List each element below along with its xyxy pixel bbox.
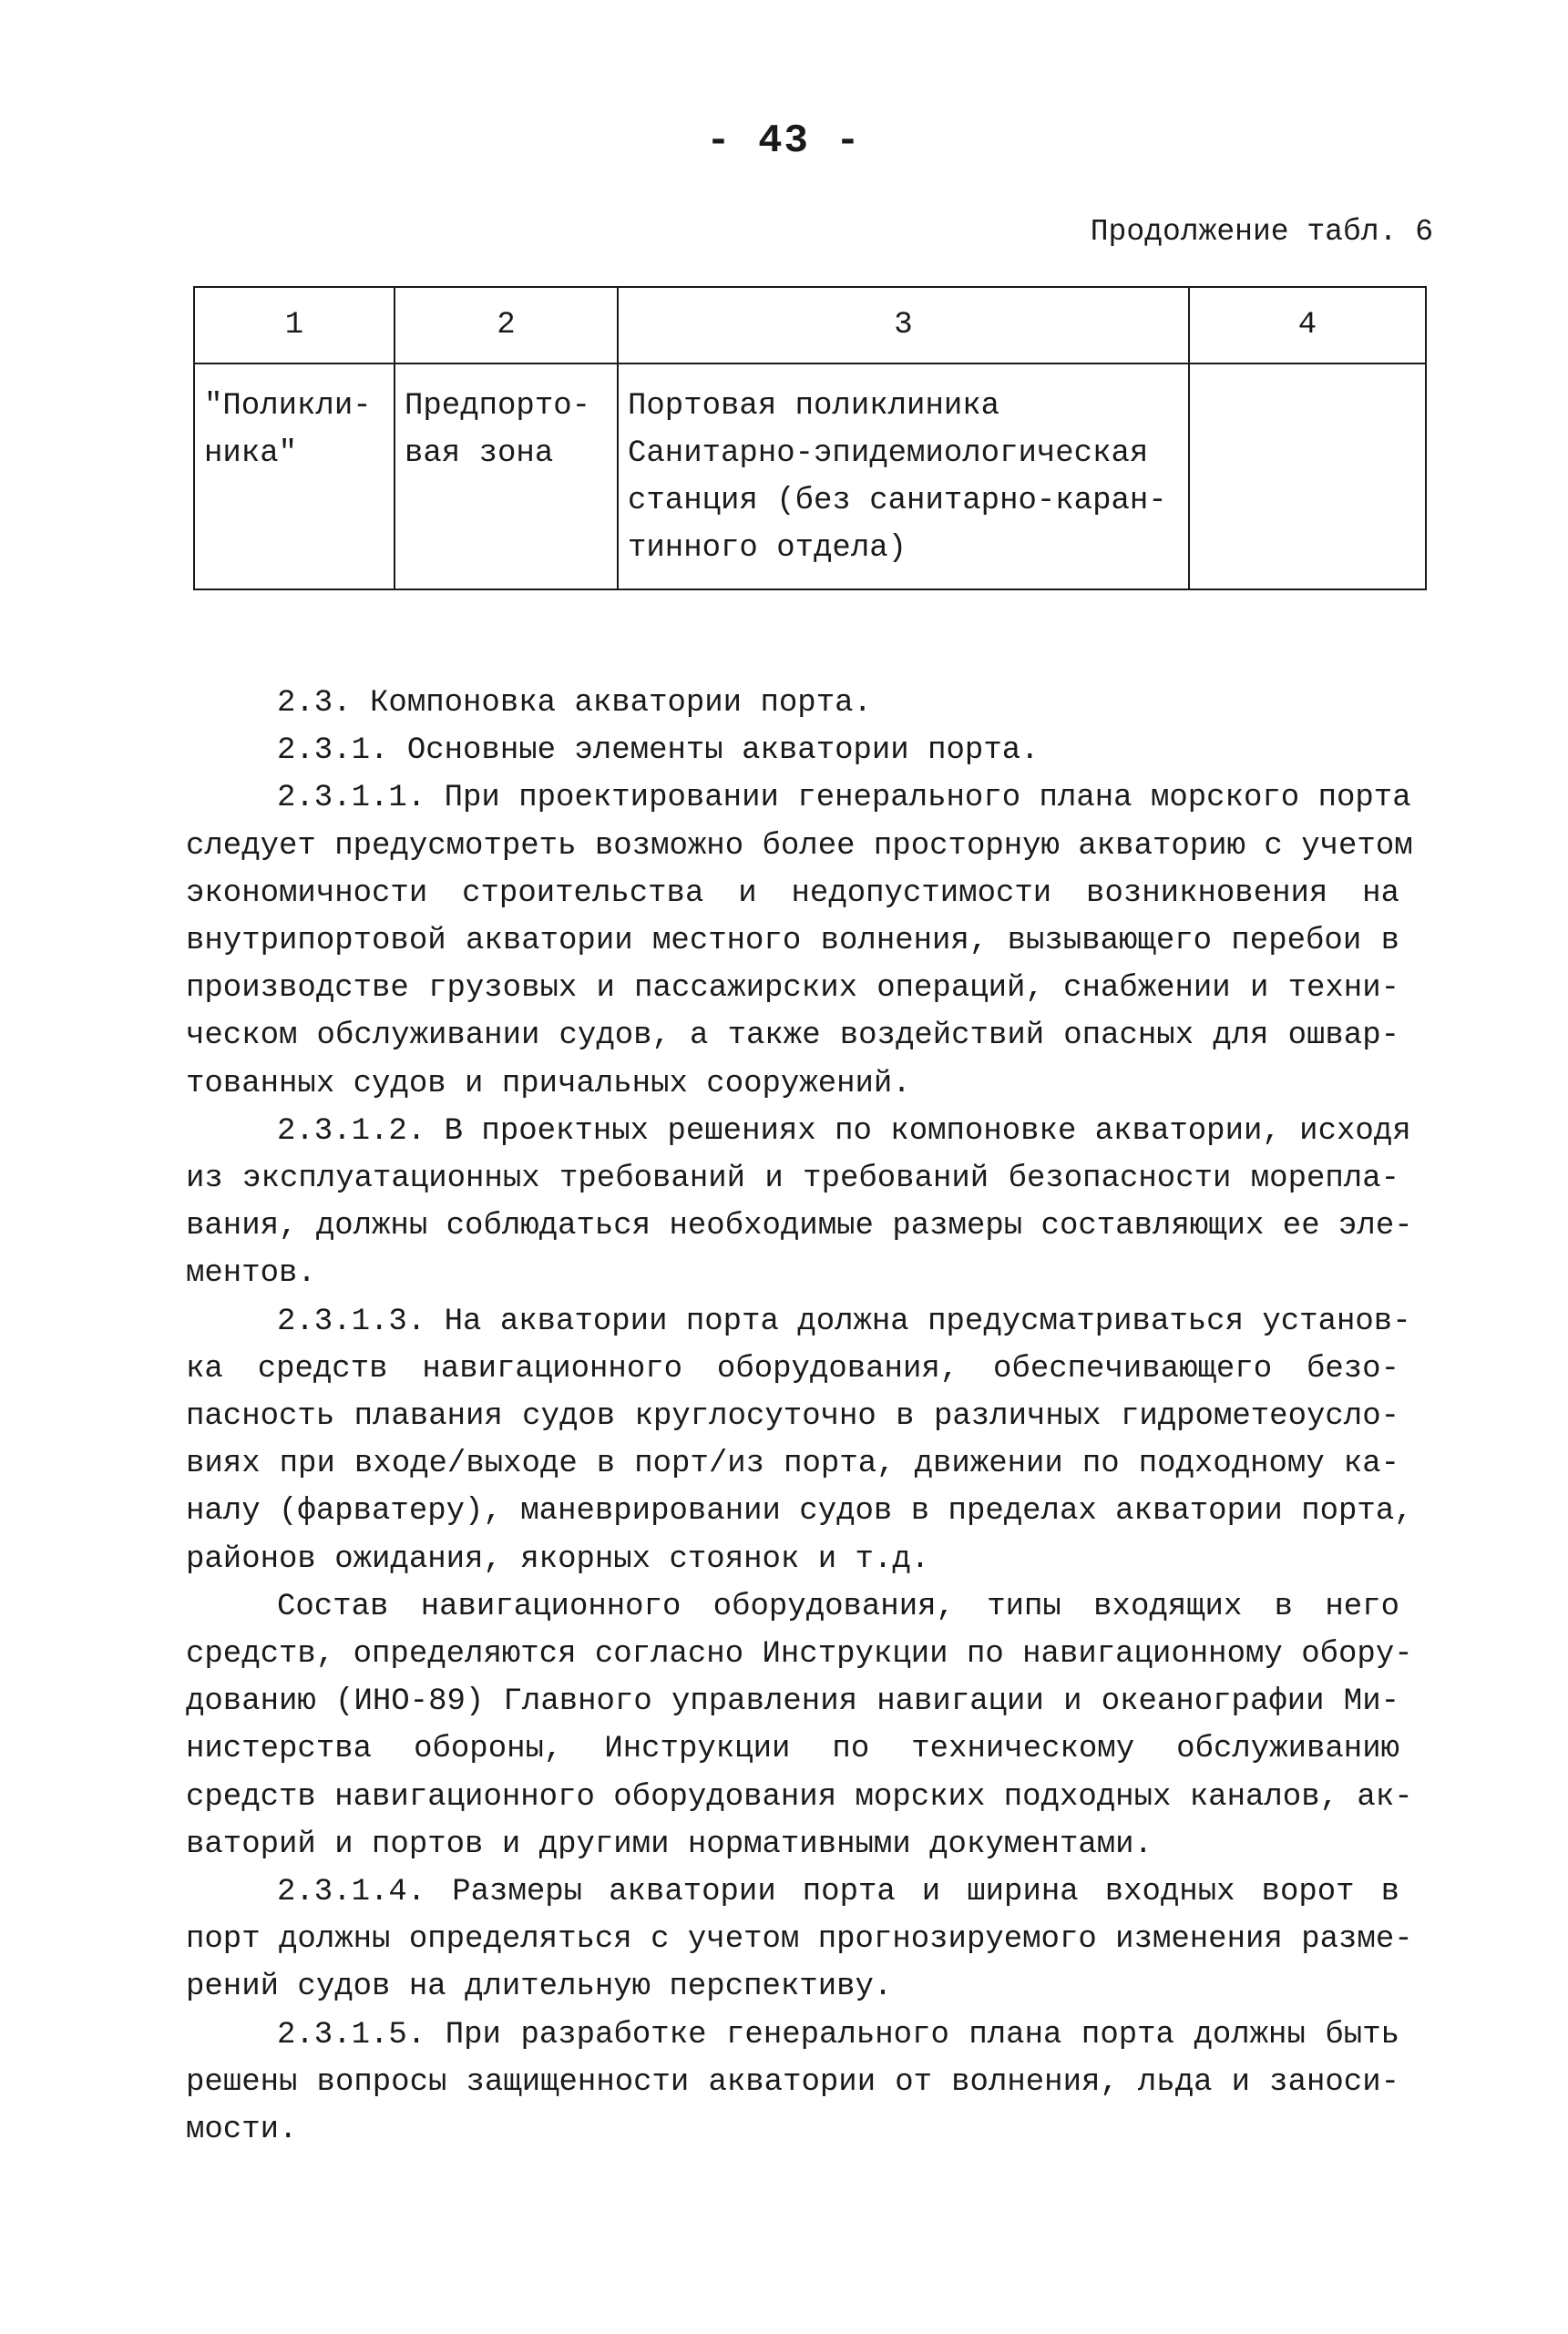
text-line: Состав навигационного оборудования, типы входящих в него	[277, 1589, 1399, 1624]
text-line: 2.3.1.4. Размеры акватории порта и ширина входных ворот в	[277, 1875, 1399, 1910]
table-header-cell: 3	[618, 287, 1189, 363]
paragraph	[186, 680, 1399, 727]
text-line: ваторий и портов и другими нормативными документами.	[186, 1827, 1153, 1862]
text-line: порт должны определяться с учетом прогнозируемого изменения разме-	[186, 1922, 1413, 1958]
text-line: ка средств навигационного оборудования, обеспечивающего безо-	[186, 1351, 1399, 1387]
body-text	[186, 680, 1413, 2154]
page-number: - 43 -	[706, 118, 862, 164]
table-cell-line: Санитарно-эпидемиологическая	[628, 436, 1149, 471]
paragraph	[186, 2012, 1399, 2155]
text-line: 2.3.1.5. При разработке генерального плана порта должны быть	[277, 2017, 1399, 2052]
table-cell-line: Предпорто-	[405, 389, 591, 424]
text-line: следует предусмотреть возможно более просторную акваторию с учетом	[186, 828, 1413, 864]
table-cell-line: ника"	[204, 436, 298, 471]
text-line: нистерства обороны, Инструкции по техническому обслуживанию	[186, 1732, 1399, 1767]
text-line: дованию (ИНО-89) Главного управления навигации и океанографии Ми-	[186, 1684, 1399, 1720]
text-line: решены вопросы защищенности акватории от волнения, льда и заноси-	[186, 2064, 1399, 2100]
text-line: 2.3.1. Основные элементы акватории порта.	[277, 733, 1040, 769]
text-line: ментов.	[186, 1256, 316, 1292]
table-row	[194, 363, 1426, 589]
paragraph	[186, 1583, 1413, 1868]
paragraph	[186, 774, 1413, 1107]
text-line: пасность плавания судов круглосуточно в различных гидрометеоусло-	[186, 1399, 1399, 1435]
table-header-row	[194, 287, 1426, 363]
table-cell-line: "Поликли-	[204, 389, 372, 424]
table-cell	[194, 363, 395, 589]
paragraph	[186, 1108, 1413, 1298]
table-header-cell: 1	[194, 287, 395, 363]
text-line: 2.3.1.2. В проектных решениях по компоновке акватории, исходя	[277, 1113, 1411, 1149]
paragraph	[186, 727, 1399, 774]
text-line: 2.3.1.3. На акватории порта должна предусматриваться установ-	[277, 1304, 1411, 1339]
table-header-cell: 2	[395, 287, 618, 363]
table-cell-line: тинного отдела)	[628, 531, 907, 566]
text-line: рений судов на длительную перспективу.	[186, 1970, 893, 2005]
text-line: 2.3.1.1. При проектировании генерального плана морского порта	[277, 781, 1411, 816]
text-line: мости.	[186, 2113, 298, 2148]
text-line: налу (фарватеру), маневрировании судов в пределах акватории порта,	[186, 1494, 1413, 1530]
text-line: внутрипортовой акватории местного волнения, вызывающего перебои в	[186, 924, 1399, 959]
text-line: 2.3. Компоновка акватории порта.	[277, 686, 872, 721]
continued-table	[193, 286, 1427, 590]
paragraph	[186, 1868, 1413, 2012]
table-cell-line: Портовая поликлиника	[628, 389, 1000, 424]
table-cell-empty	[1189, 363, 1426, 589]
table-header-cell: 4	[1189, 287, 1426, 363]
text-line: вания, должны соблюдаться необходимые размеры составляющих ее эле-	[186, 1209, 1413, 1244]
text-line: ческом обслуживании судов, а также воздействий опасных для ошвар-	[186, 1019, 1399, 1054]
paragraph	[186, 1298, 1413, 1583]
text-line: экономичности строительства и недопустимости возникновения на	[186, 875, 1399, 911]
text-line: тованных судов и причальных сооружений.	[186, 1066, 911, 1101]
text-line: виях при входе/выходе в порт/из порта, движении по подходному ка-	[186, 1447, 1399, 1482]
table-cell-line: вая зона	[405, 436, 554, 471]
text-line: из эксплуатационных требований и требований безопасности морепла-	[186, 1162, 1399, 1197]
text-line: средств навигационного оборудования морских подходных каналов, ак-	[186, 1779, 1413, 1815]
text-line: производстве грузовых и пассажирских операций, снабжении и техни-	[186, 971, 1399, 1007]
table-cell-line: станция (без санитарно-каран-	[628, 484, 1167, 518]
table-cell	[618, 363, 1189, 589]
table-continuation-label: Продолжение табл. 6	[1090, 215, 1433, 249]
text-line: средств, определяются согласно Инструкции по навигационному обору-	[186, 1637, 1413, 1673]
table-cell	[395, 363, 618, 589]
text-line: районов ожидания, якорных стоянок и т.д.	[186, 1541, 930, 1577]
